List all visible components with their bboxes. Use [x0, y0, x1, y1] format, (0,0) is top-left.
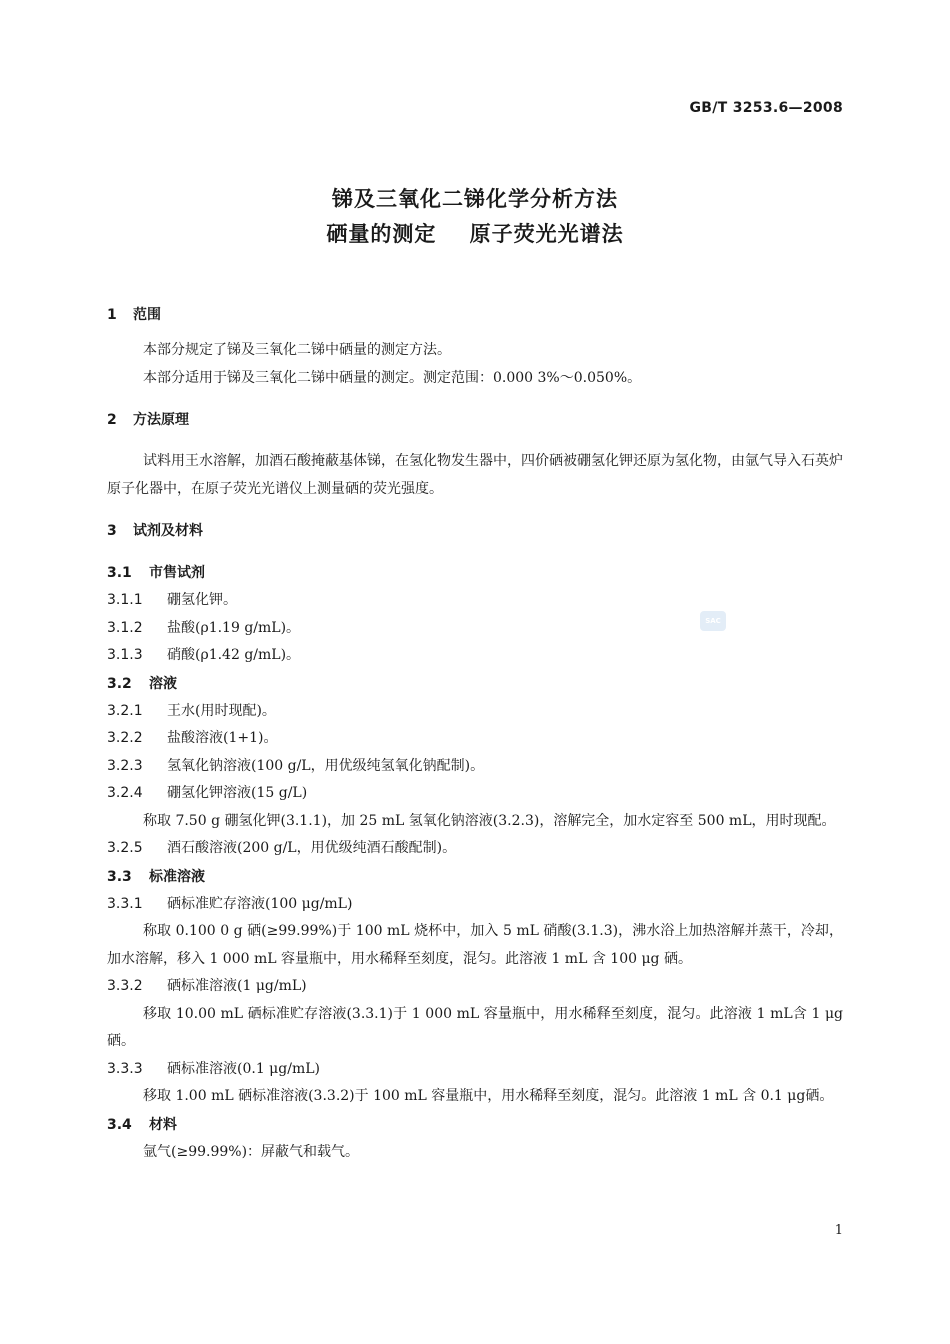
subsection-3-1-heading [107, 559, 843, 587]
item-number: 3.1.3 [107, 647, 143, 663]
item-number: 3.3.3 [107, 1060, 143, 1077]
subsection-number: 3.1 [107, 565, 132, 581]
item-3-1-3 [107, 642, 843, 670]
item-text: 王水(用时现配)。 [167, 702, 276, 719]
item-number: 3.2.2 [107, 730, 143, 746]
section-1-heading [107, 301, 843, 329]
document-title [0, 182, 950, 252]
item-number: 3.1.2 [107, 619, 143, 636]
section-number: 2 [107, 412, 117, 428]
item-number: 3.2.1 [107, 702, 143, 719]
subsection-3-3-heading [107, 863, 843, 891]
item-3-2-2 [107, 725, 843, 753]
subsection-3-4-heading [107, 1111, 843, 1139]
item-3-2-4 [107, 780, 843, 808]
item-text: 酒石酸溶液(200 g/L，用优级纯酒石酸配制)。 [167, 840, 457, 856]
subsection-number: 3.2 [107, 675, 132, 692]
item-3-2-5 [107, 835, 843, 863]
item-3-1-1 [107, 587, 843, 615]
item-3-3-3 [107, 1056, 843, 1084]
page-number: 1 [834, 1223, 843, 1238]
item-text: 硒标准贮存溶液(100 μg/mL) [167, 895, 353, 912]
item-text: 盐酸(ρ1.19 g/mL)。 [167, 619, 301, 636]
item-text: 硼氢化钾溶液(15 g/L) [167, 785, 308, 801]
item-number: 3.1.1 [107, 592, 143, 608]
item-number: 3.3.2 [107, 978, 143, 994]
item-3-3-1 [107, 891, 843, 919]
subsection-title: 标准溶液 [149, 868, 205, 885]
title-line-2: 硒量的测定 原子荧光光谱法 [326, 222, 624, 246]
item-3-3-2 [107, 973, 843, 1001]
item-text: 氢氧化钠溶液(100 g/L，用优级纯氢氧化钠配制)。 [167, 757, 485, 774]
scope-paragraph-2: 本部分适用于锑及三氧化二锑中硒量的测定。测定范围：0.000 3%～0.050%。 [143, 369, 642, 386]
subsection-3-2-heading [107, 670, 843, 698]
item-number: 3.2.3 [107, 757, 143, 774]
standard-code: GB/T 3253.6—2008 [689, 100, 843, 116]
document-body [107, 301, 843, 1166]
section-2-heading [107, 406, 843, 434]
item-text: 盐酸溶液(1+1)。 [167, 730, 278, 746]
item-number: 3.3.1 [107, 895, 143, 912]
item-3-3-1-paragraph: 称取 0.100 0 g 硒(≥99.99%)于 100 mL 烧杯中，加入 5 mL 硝酸(3.1.3)，沸水浴上加热溶解并蒸干，冷却，加水溶解，移入 1 000 mL 容量瓶中，用水稀释至刻度，混匀。此溶液 1 mL 含 100 μg 硒。 [107, 923, 843, 967]
item-text: 硝酸(ρ1.42 g/mL)。 [167, 647, 301, 663]
title-line-1: 锑及三氧化二锑化学分析方法 [332, 187, 618, 211]
section-title: 范围 [133, 307, 161, 323]
item-3-3-2-paragraph: 移取 10.00 mL 硒标准贮存溶液(3.3.1)于 1 000 mL 容量瓶中，用水稀释至刻度，混匀。此溶液 1 mL含 1 μg 硒。 [107, 1005, 843, 1049]
principle-paragraph: 试料用王水溶解，加酒石酸掩蔽基体锑，在氢化物发生器中，四价硒被硼氢化钾还原为氢化物，由氩气导入石英炉原子化器中，在原子荧光光谱仪上测量硒的荧光强度。 [107, 453, 843, 497]
section-3-heading [107, 517, 843, 545]
item-number: 3.2.4 [107, 785, 143, 801]
section-number: 1 [107, 307, 117, 323]
item-3-2-3 [107, 753, 843, 781]
item-text: 硒标准溶液(1 μg/mL) [167, 978, 307, 994]
materials-paragraph: 氩气(≥99.99%)：屏蔽气和载气。 [143, 1143, 360, 1160]
item-3-1-2 [107, 615, 843, 643]
item-text: 硼氢化钾。 [167, 592, 237, 608]
scope-paragraph-1: 本部分规定了锑及三氧化二锑中硒量的测定方法。 [143, 342, 451, 358]
subsection-number: 3.3 [107, 868, 132, 885]
sac-watermark-logo: SAC [700, 611, 726, 631]
subsection-title: 溶液 [149, 675, 177, 692]
subsection-title: 材料 [149, 1116, 177, 1133]
subsection-title: 市售试剂 [149, 565, 205, 581]
item-3-3-3-paragraph: 移取 1.00 mL 硒标准溶液(3.3.2)于 100 mL 容量瓶中，用水稀释至刻度，混匀。此溶液 1 mL 含 0.1 μg硒。 [143, 1088, 834, 1104]
item-number: 3.2.5 [107, 840, 143, 856]
section-number: 3 [107, 523, 117, 539]
item-text: 硒标准溶液(0.1 μg/mL) [167, 1060, 320, 1077]
section-title: 方法原理 [133, 412, 189, 428]
subsection-number: 3.4 [107, 1116, 132, 1133]
section-title: 试剂及材料 [133, 523, 203, 539]
item-3-2-4-paragraph: 称取 7.50 g 硼氢化钾(3.1.1)，加 25 mL 氢氧化钠溶液(3.2.3)，溶解完全，加水定容至 500 mL，用时现配。 [143, 812, 836, 829]
item-3-2-1 [107, 698, 843, 726]
